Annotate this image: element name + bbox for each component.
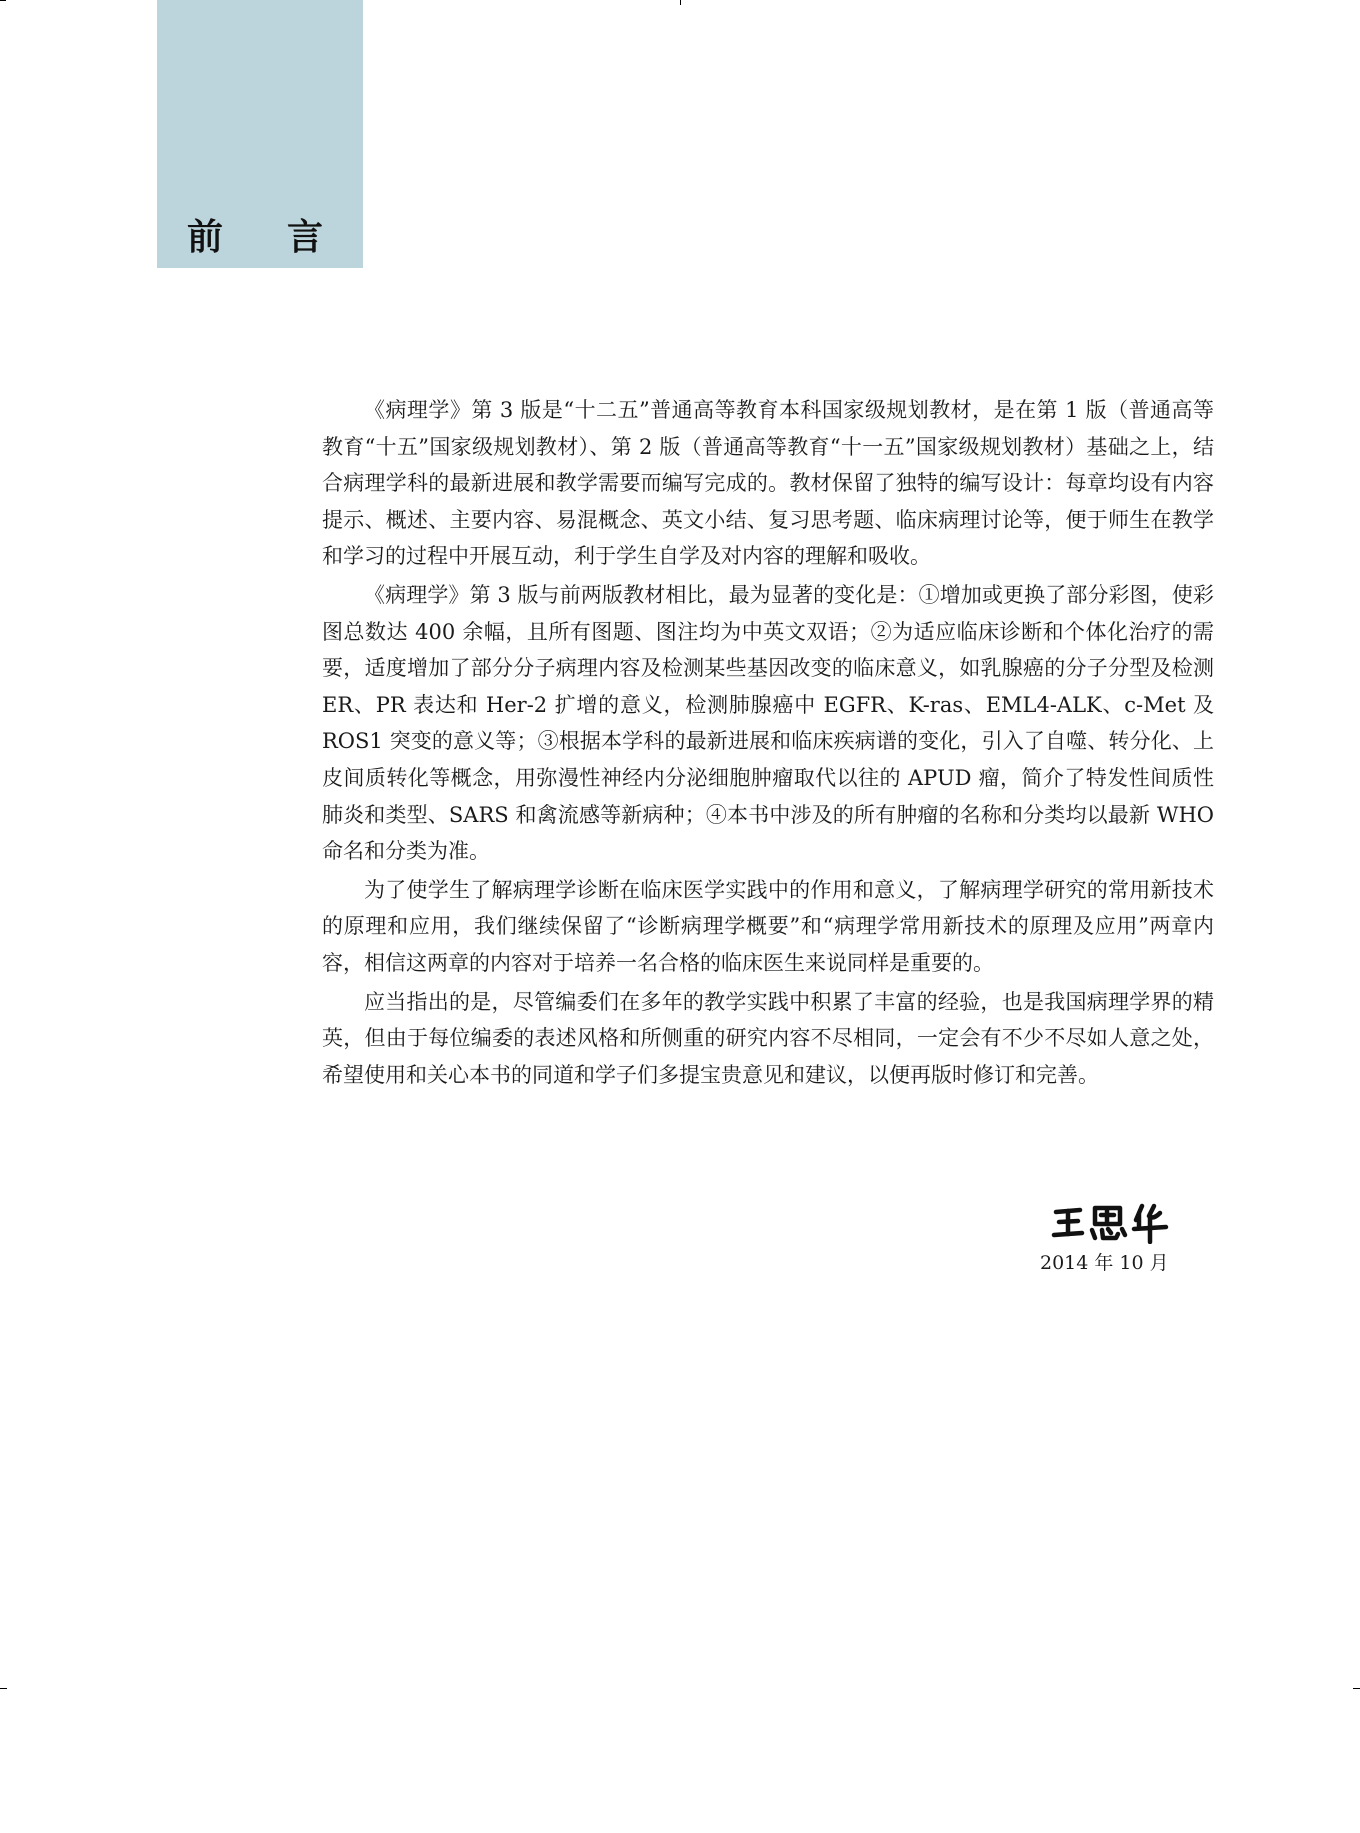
- preface-body: [322, 392, 1214, 1095]
- paragraph: 《病理学》第 3 版与前两版教材相比，最为显著的变化是：①增加或更换了部分彩图，使彩图总数达 400 余幅，且所有图题、图注均为中英文双语；②为适应临床诊断和个体化治疗的需要，适度增加了部分分子病理内容及检测某些基因改变的临床意义，如乳腺癌的分子分型及检测 ER、PR 表达和 Her-2 扩增的意义，检测肺腺癌中 EGFR、K-ras、EML4-ALK、c-Met 及 ROS1 突变的意义等；③根据本学科的最新进展和临床疾病谱的变化，引入了自噬、转分化、上皮间质转化等概念，用弥漫性神经内分泌细胞肿瘤取代以往的 APUD 瘤，简介了特发性间质性肺炎和类型、SARS 和禽流感等新病种；④本书中涉及的所有肿瘤的名称和分类均以最新 WHO 命名和分类为准。: [322, 582, 1214, 864]
- chapter-title-block: [157, 0, 388, 268]
- paragraph: 为了使学生了解病理学诊断在临床医学实践中的作用和意义，了解病理学研究的常用新技术的原理和应用，我们继续保留了“诊断病理学概要”和“病理学常用新技术的原理及应用”两章内容，相信这两章的内容对于培养一名合格的临床医生来说同样是重要的。: [322, 877, 1214, 975]
- paragraph: 《病理学》第 3 版是“十二五”普通高等教育本科国家级规划教材，是在第 1 版（普通高等教育“十五”国家级规划教材）、第 2 版（普通高等教育“十一五”国家级规划教材）基础之上，结合病理学科的最新进展和教学需要而编写完成的。教材保留了独特的编写设计：每章均设有内容提示、概述、主要内容、易混概念、英文小结、复习思考题、临床病理讨论等，便于师生在教学和学习的过程中开展互动，利于学生自学及对内容的理解和吸收。: [322, 398, 1214, 569]
- crop-mark-right: [1353, 1688, 1360, 1689]
- preface-date: 2014 年 10 月: [1040, 1252, 1169, 1274]
- paragraph: 应当指出的是，尽管编委们在多年的教学实践中积累了丰富的经验，也是我国病理学界的精英，但由于每位编委的表述风格和所侧重的研究内容不尽相同，一定会有不少不尽如人意之处，希望使用和关心本书的同道和学子们多提宝贵意见和建议，以便再版时修订和完善。: [322, 989, 1214, 1087]
- crop-mark-left: [0, 1688, 7, 1689]
- page-title: 前言: [187, 216, 388, 258]
- signature-icon: [1050, 1200, 1170, 1244]
- crop-mark-top-left: [0, 0, 6, 1]
- handwritten-signature: [1050, 1200, 1170, 1244]
- crop-mark-top-center: [680, 0, 681, 5]
